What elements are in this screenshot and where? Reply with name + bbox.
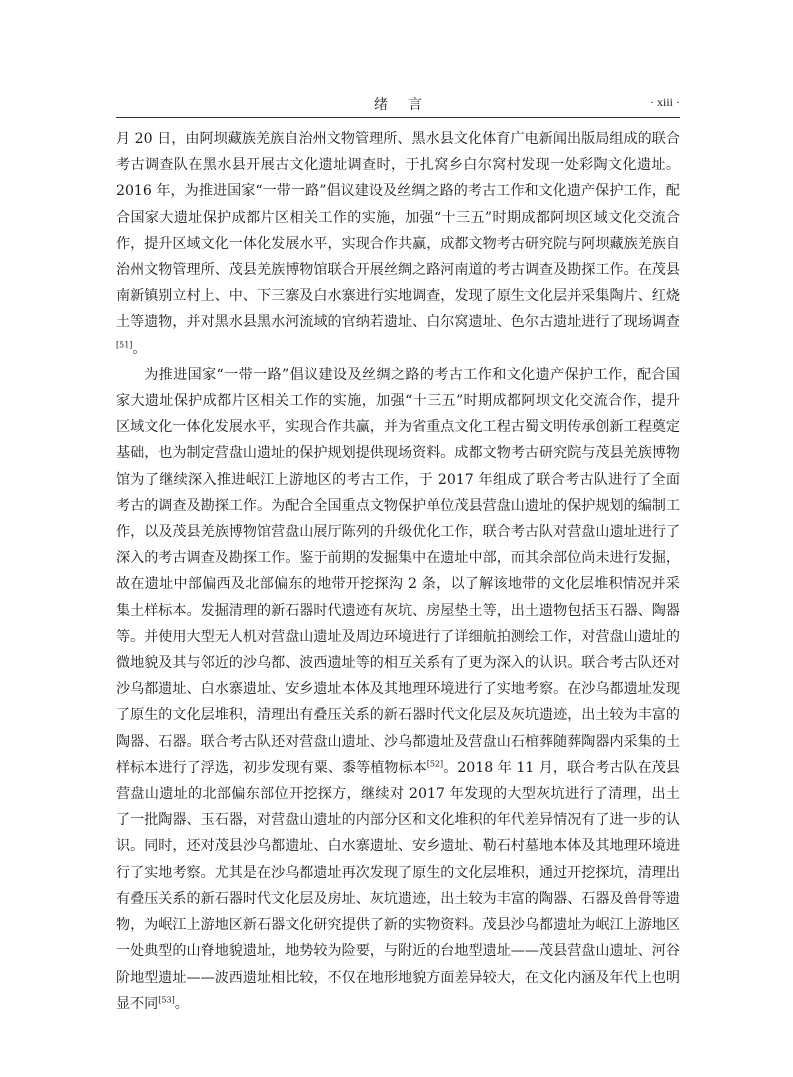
- running-title: 绪言: [374, 97, 442, 113]
- citation-ref: [53]: [158, 995, 175, 1005]
- body-text: [116, 126, 680, 1017]
- text-run: 月 20 日，由阿坝藏族羌族自治州文物管理所、黑水县文化体育广电新闻出版局组成的联合考古调查队在黑水县开展古文化遗址调查时，于扎窝乡白尔窝村发现一处彩陶文化遗址。2016 年，为推进国家“一带一路”倡议建设及丝绸之路的考古工作和文化遗产保护工作，配合国家大遗址保护成都片区相关工作的实施，加强“十三五”时期成都阿坝区域文化交流合作，提升区域文化一体化发展水平，实现合作共赢，成都文物考古研究院与阿坝藏族羌族自治州文物管理所、茂县羌族博物馆联合开展丝绸之路河南道的考古调查及勘探工作。在茂县南新镇别立村上、中、下三寨及白水寨进行实地调查，发现了原生文化层并采集陶片、红烧土等遗物，并对黑水县黑水河流域的官纳若遗址、白尔窝遗址、色尔古遗址进行了现场调查: [116, 131, 680, 331]
- text-run: 。2018 年 11 月，联合考古队在茂县营盘山遗址的北部偏东部位开挖探方，继续对 2017 年发现的大型灰坑进行了清理，出土了一批陶器、玉石器，对营盘山遗址的内部分区和文化堆积的年代差异情况有了进一步的认识。同时，还对茂县沙乌都遗址、白水寨遗址、安乡遗址、勒石村墓地本体及其地理环境进行了实地考察。尤其是在沙乌都遗址再次发现了原生的文化层堆积，通过开挖探坑，清理出有叠压关系的新石器时代文化层及房址、灰坑遗迹，出土较为丰富的陶器、石器及兽骨等遗物，为岷江上游地区新石器文化研究提供了新的实物资料。茂县沙乌都遗址为岷江上游地区一处典型的山脊地貌遗址，地势较为险要，与附近的台地型遗址——茂县营盘山遗址、河谷阶地型遗址——波西遗址相比较，不仅在地形地貌方面差异较大，在文化内涵及年代上也明显不同: [116, 759, 680, 1012]
- text-run: 。: [132, 340, 147, 357]
- text-run: 为推进国家“一带一路”倡议建设及丝绸之路的考古工作和文化遗产保护工作，配合国家大遗址保护成都片区相关工作的实施，加强“十三五”时期成都阿坝文化交流合作，提升区域文化一体化发展水平，实现合作共赢，并为省重点文化工程古蜀文明传承创新工程奠定基础，也为制定营盘山遗址的保护规划提供现场资料。成都文物考古研究院与茂县羌族博物馆为了继续深入推进岷江上游地区的考古工作，于 2017 年组成了联合考古队进行了全面考古的调查及勘探工作。为配合全国重点文物保护单位茂县营盘山遗址的保护规划的编制工作，以及茂县羌族博物馆营盘山展厅陈列的升级优化工作，联合考古队对营盘山遗址进行了深入的考古调查及勘探工作。鉴于前期的发掘集中在遗址中部，而其余部位尚未进行发掘，故在遗址中部偏西及北部偏东的地带开挖探沟 2 条，以了解该地带的文化层堆积情况并采集土样标本。发掘清理的新石器时代遗迹有灰坑、房屋垫土等，出土遗物包括玉石器、陶器等。并使用大型无人机对营盘山遗址及周边环境进行了详细航拍测绘工作，对营盘山遗址的微地貌及其与邻近的沙乌都、波西遗址等的相互关系有了更为深入的认识。联合考古队还对沙乌都遗址、白水寨遗址、安乡遗址本体及其地理环境进行了实地考察。在沙乌都遗址发现了原生的文化层堆积，清理出有叠压关系的新石器时代文化层及灰坑遗迹，出土较为丰富的陶器、石器。联合考古队还对营盘山遗址、沙乌都遗址及营盘山石棺葬随葬陶器内采集的土样标本进行了浮选，初步发现有粟、黍等植物标本: [116, 366, 680, 776]
- paragraph-1: [116, 126, 680, 362]
- header-rule: [116, 117, 680, 118]
- citation-ref: [52]: [426, 759, 444, 769]
- paragraph-2: [116, 362, 680, 1017]
- page-header: [116, 94, 680, 118]
- text-run: 。: [174, 995, 189, 1012]
- page-number: · xiii ·: [650, 95, 680, 109]
- citation-ref: [51]: [116, 339, 133, 349]
